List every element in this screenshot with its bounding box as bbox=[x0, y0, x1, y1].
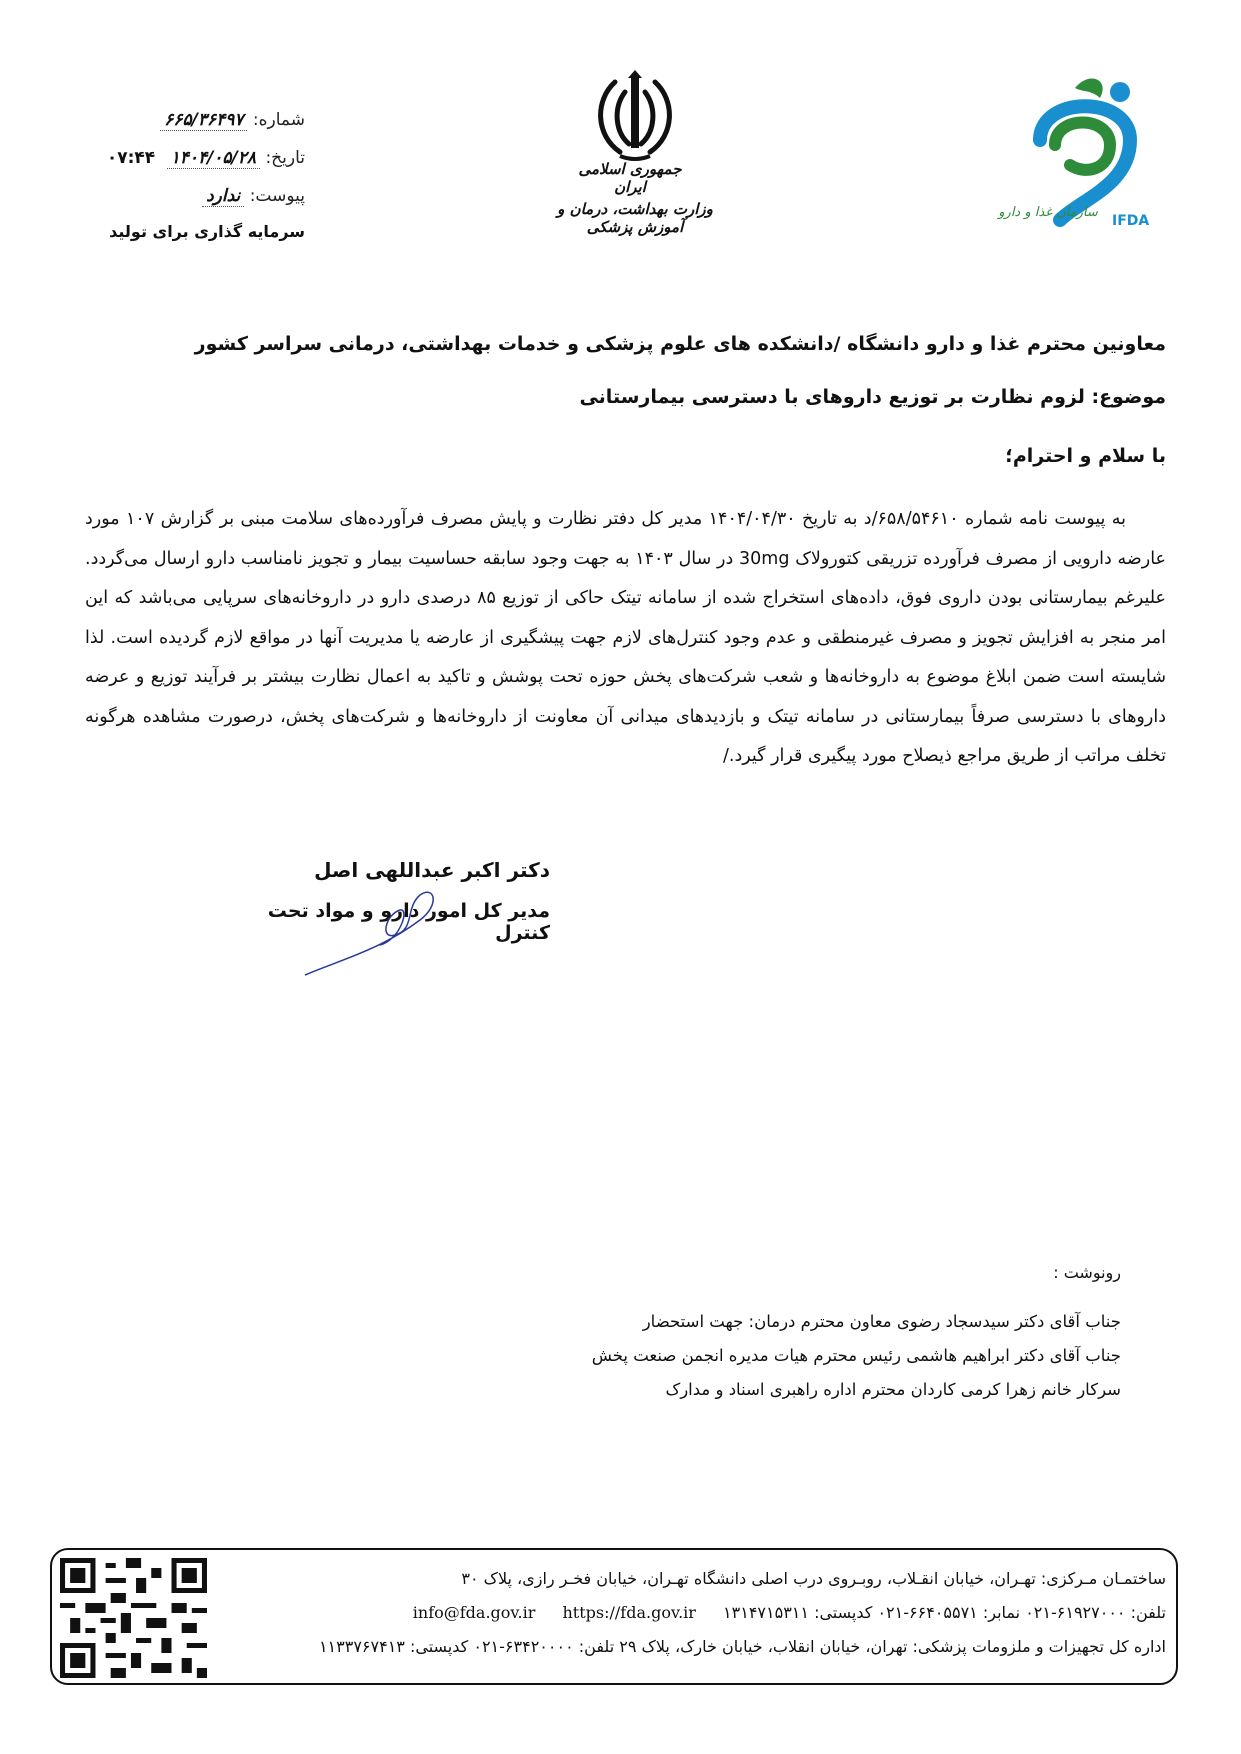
greeting: با سلام و احترام؛ bbox=[1005, 445, 1166, 467]
subject: موضوع: لزوم نظارت بر توزیع داروهای با دسترسی بیمارستانی bbox=[579, 386, 1166, 408]
qr-code-icon bbox=[60, 1558, 207, 1678]
emblem-line2: وزارت بهداشت، درمان و آموزش پزشکی bbox=[557, 200, 713, 236]
body-text: به پیوست نامه شماره ۶۵۸/۵۴۶۱۰/د به تاریخ ۱۴۰۴/۰۴/۳۰ مدیر کل دفتر نظارت و پایش مصرف فرآورده‌های سلامت مبنی بر گزارش ۱۰۷ مورد عارضه دارویی از مصرف فرآورده تزریقی کتورولاک 30mg در سال ۱۴۰۳ به جهت وجود سابقه حساسیت بیمار و تجویز نامناسب دارو ارسال می‌گردد. علیرغم بیمارستانی بودن داروی فوق، داده‌های استخراج شده از سامانه تیتک حاکی از توزیع ۸۵ درصدی دارو در داروخانه‌های سرپایی می‌باشد که این امر منجر به افزایش تجویز و مصرف غیرمنطقی و عدم وجود کنترل‌های لازم جهت پیشگیری از عارضه یا مدیریت آنها در مواقع لازم گردیده است. لذا شایسته است ضمن ابلاغ موضوع به داروخانه‌ها و شعب شرکت‌های پخش حوزه تحت پوشش و تاکید به اعمال نظارت بیشتر بر فرآیند توزیع و عرضه داروهای با دسترسی صرفاً بیمارستانی در سامانه تیتک و بازدیدهای میدانی آن معاونت از داروخانه‌ها و شرکت‌های پخش، درصورت مشاهده هرگونه تخلف مراتب از طریق مراجع ذیصلاح مورد پیگیری قرار گیرد./ bbox=[85, 509, 1166, 766]
cc-list bbox=[592, 1305, 1121, 1407]
signature-scribble-icon bbox=[300, 880, 460, 980]
number-label: شماره: bbox=[252, 110, 305, 130]
footer-address: ساختمـان مـرکزی: تهـران، خیابان انقـلاب، روبـروی درب اصلی دانشگاه تهـران، خیابان فخـر رازی، پلاک ۳۰ bbox=[461, 1569, 1166, 1588]
number-row bbox=[95, 108, 305, 132]
date-value: ۱۴۰۴/۰۵/۲۸ bbox=[167, 148, 260, 169]
letter-meta bbox=[95, 108, 305, 244]
recipient: معاونین محترم غذا و دارو دانشگاه /دانشکده های علوم پزشکی و خدمات بهداشتی، درمانی سراسر کشور bbox=[194, 333, 1166, 355]
slogan: سرمایه گذاری برای تولید bbox=[109, 222, 305, 241]
attachment-value: ندارد bbox=[202, 186, 244, 207]
signatory-title: مدیر کل امور دارو و مواد تحت کنترل bbox=[267, 900, 550, 944]
time-value: ۰۷:۴۴ bbox=[106, 148, 156, 168]
attachment-row bbox=[95, 184, 305, 208]
emblem-line1: جمهوری اسلامی ایران bbox=[578, 160, 682, 196]
date-row bbox=[35, 146, 305, 170]
footer-phone-line: تلفن: ۶۱۹۲۷۰۰۰-۰۲۱ نمابر: ۶۶۴۰۵۵۷۱-۰۲۱ کدپستی: ۱۳۱۴۷۱۵۳۱۱ bbox=[723, 1603, 1166, 1622]
footer-branch: اداره کل تجهیزات و ملزومات پزشکی: تهران، خیابان انقلاب، خیابان خارک، پلاک ۲۹ تلفن: ۶۳۴۲۰۰۰۰-۰۲۱ کدپستی: ۱۱۳۳۷۶۷۴۱۳ bbox=[318, 1637, 1166, 1656]
body-paragraph bbox=[85, 500, 1166, 777]
signatory-name: دکتر اکبر عبداللهی اصل bbox=[314, 858, 550, 882]
cc-heading: رونوشت : bbox=[1053, 1263, 1121, 1282]
fda-abbr: IFDA bbox=[1112, 213, 1150, 229]
date-label: تاریخ: bbox=[265, 148, 305, 168]
footer-email[interactable]: info@fda.gov.ir bbox=[412, 1603, 536, 1622]
number-value: ۶۶۵/۳۶۴۹۷ bbox=[160, 110, 247, 131]
iran-emblem-icon bbox=[585, 70, 685, 165]
footer-website[interactable]: https://fda.gov.ir bbox=[562, 1603, 696, 1622]
fda-name: سازمان غذا و دارو bbox=[998, 205, 1098, 220]
cc-item: جناب آقای دکتر سیدسجاد رضوی معاون محترم درمان: جهت استحضار bbox=[642, 1312, 1121, 1331]
cc-item: جناب آقای دکتر ابراهیم هاشمی رئیس محترم هیات مدیره انجمن صنعت پخش bbox=[591, 1346, 1121, 1365]
attachment-label: پیوست: bbox=[249, 186, 305, 206]
cc-item: سرکار خانم زهرا کرمی کاردان محترم اداره راهبری اسناد و مدارک bbox=[665, 1380, 1121, 1399]
footer-contact-line bbox=[319, 1596, 1166, 1630]
footer-info bbox=[319, 1562, 1166, 1664]
